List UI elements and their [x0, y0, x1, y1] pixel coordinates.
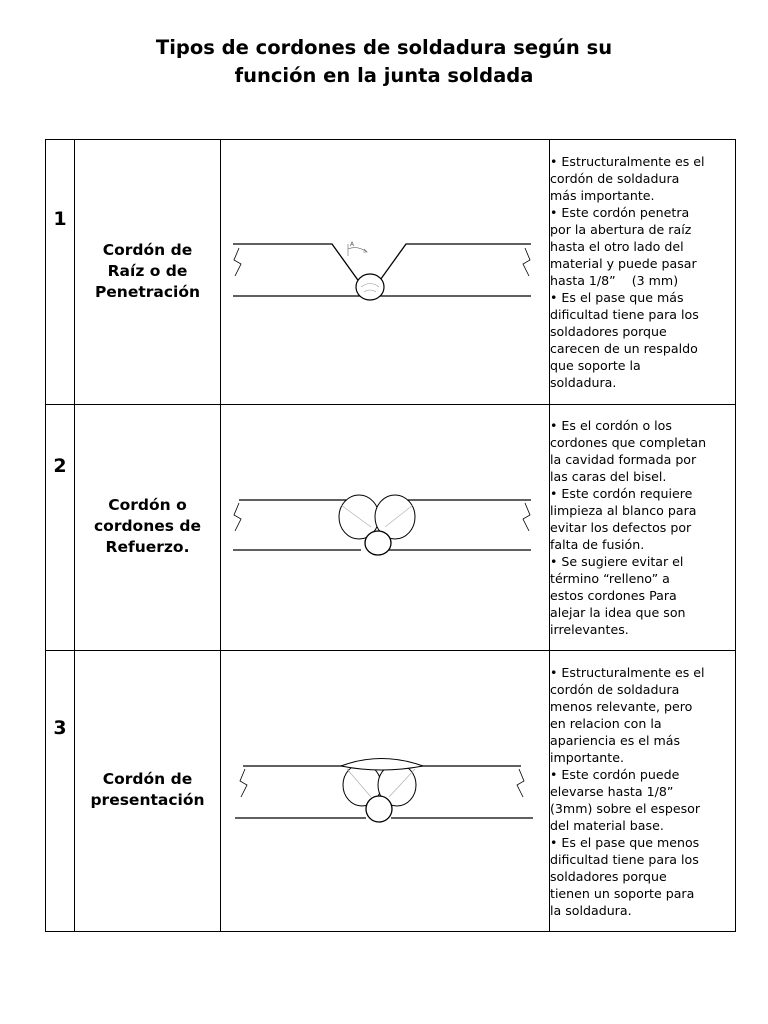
description-cell — [550, 140, 736, 405]
description-line: hasta 1/8” (3 mm) — [550, 273, 679, 288]
root-bead-diagram — [221, 140, 549, 404]
description-line: • Este cordón requiere — [550, 486, 693, 501]
cap-bead-diagram — [221, 651, 549, 931]
bead-name — [75, 240, 220, 303]
description-line: evitar los defectos por — [550, 520, 692, 535]
bead-name-cell — [75, 405, 221, 651]
description-line: soldadores porque — [550, 868, 667, 884]
bead-name — [75, 769, 220, 811]
description-line: • Es el pase que más — [550, 290, 684, 305]
right-plate-outline — [378, 244, 531, 296]
description-line: material y puede pasar — [550, 256, 697, 271]
description-line: • Este cordón penetra — [550, 205, 690, 220]
bevel-angle-label: A — [350, 241, 355, 248]
bead-name-line: Refuerzo. — [105, 538, 190, 556]
description-line: irrelevantes. — [550, 622, 629, 637]
description-line: que soporte la — [550, 358, 641, 373]
description-line: dificultad tiene para los — [550, 307, 699, 322]
description-line: la soldadura. — [550, 902, 632, 918]
table-row-root-bead — [46, 140, 736, 405]
row-number-cell — [46, 651, 75, 932]
description-line: las caras del bisel. — [550, 469, 667, 484]
description-line: apariencia es el más — [550, 732, 681, 748]
description-line: tienen un soporte para — [550, 885, 695, 901]
description-line: • Estructuralmente es el — [550, 664, 705, 680]
description-line: más importante. — [550, 188, 655, 203]
description-cell — [550, 651, 736, 932]
description-line: dificultad tiene para los — [550, 851, 699, 867]
row-number: 2 — [53, 455, 67, 477]
bead-name-line: Cordón de — [102, 770, 193, 788]
cap-bead — [341, 759, 423, 771]
table-row-cap-bead — [46, 651, 736, 932]
description-cell — [550, 405, 736, 651]
description-line: hasta el otro lado del — [550, 239, 684, 254]
root-bead — [356, 274, 384, 300]
description-line: • Es el cordón o los — [550, 418, 672, 433]
description-line: carecen de un respaldo — [550, 341, 698, 356]
description-line: falta de fusión. — [550, 537, 645, 552]
right-break-line — [523, 248, 530, 276]
table-row-reinforcement-bead — [46, 405, 736, 651]
row-number: 3 — [53, 717, 67, 739]
cap-bead-diagram-cell — [221, 651, 550, 932]
description-line: elevarse hasta 1/8” — [550, 783, 674, 799]
description-line: término “relleno” a — [550, 571, 670, 586]
description-line: soldadores porque — [550, 324, 667, 339]
left-plate-outline — [233, 244, 360, 296]
row-number-cell — [46, 405, 75, 651]
description-line: • Este cordón puede — [550, 766, 680, 782]
description-line: • Es el pase que menos — [550, 834, 700, 850]
description-line: cordones que completan — [550, 435, 707, 450]
root-bead — [366, 796, 392, 822]
reinforcement-bead-diagram-cell — [221, 405, 550, 651]
bead-name-cell — [75, 651, 221, 932]
row-number-cell — [46, 140, 75, 405]
bead-name-line: presentación — [90, 791, 205, 809]
left-break-line — [234, 248, 241, 276]
description-line: estos cordones Para — [550, 588, 677, 603]
reinforcement-bead-diagram — [221, 405, 549, 650]
description-line: limpieza al blanco para — [550, 503, 697, 518]
bead-name-line: Cordón o — [108, 496, 187, 514]
root-bead — [365, 531, 391, 555]
bead-name-line: Penetración — [94, 283, 201, 301]
description-line: soldadura. — [550, 375, 617, 390]
left-break-line — [240, 769, 247, 797]
description-line: • Estructuralmente es el — [550, 154, 705, 169]
right-break-line — [517, 769, 524, 797]
right-break-line — [523, 503, 530, 531]
bead-name-line: cordones de — [93, 517, 201, 535]
description-line: la cavidad formada por — [550, 452, 697, 467]
left-break-line — [234, 503, 241, 531]
row-number: 1 — [53, 208, 67, 230]
description-line: (3mm) sobre el espesor — [550, 800, 701, 816]
bead-name — [75, 495, 220, 558]
bead-name-line: Cordón de — [102, 241, 193, 259]
description-line: por la abertura de raíz — [550, 222, 692, 237]
description-line: en relacion con la — [550, 715, 662, 731]
page-title-line-1: Tipos de cordones de soldadura según su — [155, 36, 613, 59]
weld-bead-table — [45, 139, 736, 932]
bead-name-cell — [75, 140, 221, 405]
description-line: menos relevante, pero — [550, 698, 693, 714]
page-title — [0, 34, 768, 90]
page-title-line-2: función en la junta soldada — [234, 64, 534, 87]
root-bead-diagram-cell — [221, 140, 550, 405]
description-line: cordón de soldadura — [550, 171, 680, 186]
description-line: • Se sugiere evitar el — [550, 554, 684, 569]
description-line: del material base. — [550, 817, 664, 833]
description-line: importante. — [550, 749, 624, 765]
bead-name-line: Raíz o de — [107, 262, 188, 280]
description-line: cordón de soldadura — [550, 681, 680, 697]
description-line: alejar la idea que son — [550, 605, 686, 620]
